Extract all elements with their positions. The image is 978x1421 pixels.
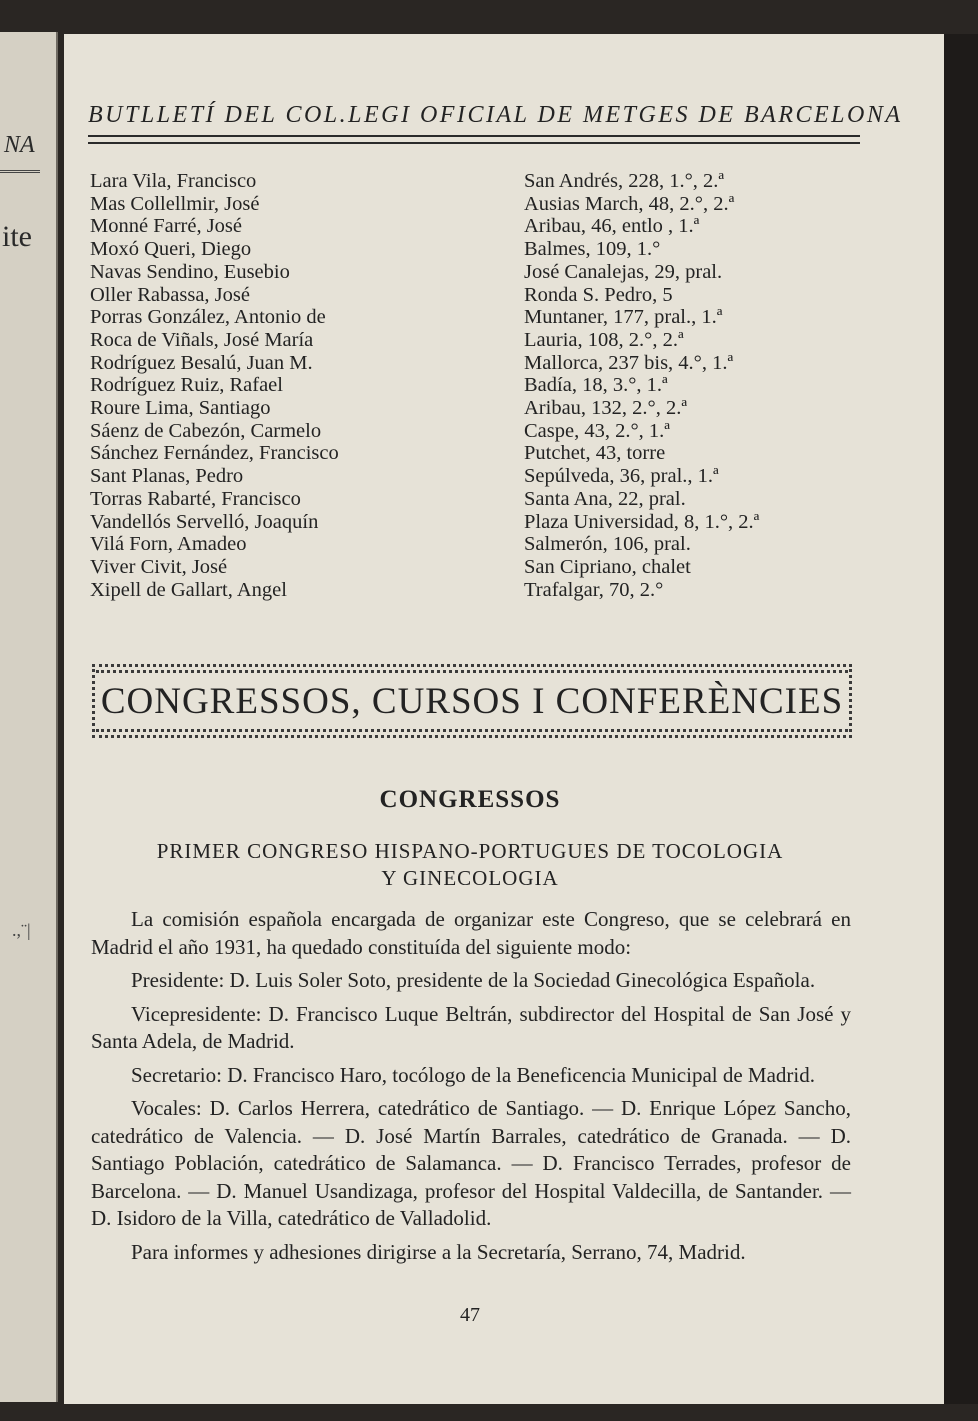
- member-name: Xipell de Gallart, Angel: [90, 578, 287, 601]
- member-address: Aribau, 46, entlo , 1.ª: [524, 215, 700, 238]
- member-address: San Cipriano, chalet: [524, 555, 691, 578]
- member-address: José Canalejas, 29, pral.: [524, 260, 723, 283]
- member-address: Ausias March, 48, 2.°, 2.ª: [524, 192, 735, 215]
- adjacent-page-strip: [0, 32, 58, 1402]
- member-name: Vandellós Servelló, Joaquín: [90, 510, 319, 533]
- vicepresident-paragraph: Vicepresidente: D. Francisco Luque Beltrán, subdirector del Hospital de San José y Santa Adela, de Madrid.: [91, 1001, 851, 1053]
- member-name: Rodríguez Besalú, Juan M.: [90, 351, 313, 374]
- member-address: Putchet, 43, torre: [524, 442, 666, 465]
- member-address: Sepúlveda, 36, pral., 1.ª: [524, 465, 719, 488]
- member-address: Salmerón, 106, pral.: [524, 533, 691, 556]
- congress-title-line-2: Y GINECOLOGIA: [381, 866, 559, 890]
- member-name: Sant Planas, Pedro: [90, 465, 244, 488]
- section-title: CONGRESSOS: [379, 786, 561, 813]
- section-banner: [92, 664, 852, 738]
- congress-title-line-1: PRIMER CONGRESO HISPANO-PORTUGUES DE TOCOLOGIA: [156, 839, 784, 863]
- contact-paragraph: Para informes y adhesiones dirigirse a la Secretaría, Serrano, 74, Madrid.: [131, 1239, 746, 1264]
- member-name: Mas Collellmir, José: [90, 192, 260, 215]
- intro-paragraph: La comisión española encargada de organizar este Congreso, que se celebrará en Madrid el año 1931, ha quedado constituída del siguiente modo:: [91, 907, 851, 959]
- member-name: Rodríguez Ruiz, Rafael: [90, 374, 283, 397]
- document-page: [64, 34, 944, 1404]
- member-names-column: [90, 170, 339, 601]
- member-address: Badía, 18, 3.°, 1.ª: [524, 374, 668, 397]
- member-address: Muntaner, 177, pral., 1.ª: [524, 306, 723, 329]
- member-name: Lara Vila, Francisco: [90, 170, 257, 192]
- adjacent-page-text-fragment: ite: [2, 220, 32, 253]
- page-edge-shadow: [944, 34, 978, 1404]
- member-name: Vilá Forn, Amadeo: [90, 533, 247, 556]
- secretary-paragraph: Secretario: D. Francisco Haro, tocólogo de la Beneficencia Municipal de Madrid.: [131, 1062, 816, 1087]
- member-name: Porras González, Antonio de: [90, 306, 326, 329]
- member-name: Roure Lima, Santiago: [90, 397, 271, 420]
- member-address: Trafalgar, 70, 2.°: [524, 578, 664, 601]
- member-address: Plaza Universidad, 8, 1.°, 2.ª: [524, 510, 760, 533]
- member-name: Navas Sendino, Eusebio: [90, 260, 290, 283]
- members-paragraph: Vocales: D. Carlos Herrera, catedrático de Santiago. — D. Enrique López Sancho, catedrático de Valencia. — D. José Martín Barrales, catedrático de Granada. — D. Santiago Población, catedrático de Salamanca. — D. Francisco Terrades, profesor de Barcelona. — D. Manuel Usandizaga, profesor del Hospital Valdecilla, de Santander. — D. Isidoro de la Villa, catedrático de Valladolid.: [91, 1096, 851, 1230]
- header-double-rule: [88, 135, 860, 144]
- adjacent-page-mark: .,¨|: [12, 920, 31, 940]
- page-number: 47: [460, 1304, 480, 1326]
- article-body: [91, 906, 851, 1272]
- adjacent-page-rule: [0, 170, 40, 173]
- congress-title: [64, 838, 876, 892]
- member-name: Sánchez Fernández, Francisco: [90, 442, 339, 465]
- section-banner-text: CONGRESSOS, CURSOS I CONFERÈNCIES: [96, 670, 848, 732]
- member-address: Aribau, 132, 2.°, 2.ª: [524, 397, 688, 420]
- member-name: Monné Farré, José: [90, 215, 243, 238]
- member-name: Sáenz de Cabezón, Carmelo: [90, 419, 322, 442]
- member-address: Mallorca, 237 bis, 4.°, 1.ª: [524, 351, 734, 374]
- member-address: Caspe, 43, 2.°, 1.ª: [524, 419, 670, 442]
- member-name: Oller Rabassa, José: [90, 283, 250, 306]
- president-paragraph: Presidente: D. Luis Soler Soto, presidente de la Sociedad Ginecológica Española.: [131, 968, 816, 992]
- member-address: San Andrés, 228, 1.°, 2.ª: [524, 170, 725, 192]
- adjacent-page-header-fragment: NA: [4, 132, 35, 158]
- member-address: Balmes, 109, 1.°: [524, 238, 661, 261]
- member-address: Lauria, 108, 2.°, 2.ª: [524, 328, 684, 351]
- member-addresses-column: [524, 170, 759, 601]
- member-name: Torras Rabarté, Francisco: [90, 487, 301, 510]
- member-name: Roca de Viñals, José María: [90, 328, 314, 351]
- member-address: Ronda S. Pedro, 5: [524, 283, 673, 306]
- member-name: Viver Civit, José: [90, 555, 228, 578]
- member-name: Moxó Queri, Diego: [90, 238, 252, 261]
- running-head: BUTLLETÍ DEL COL.LEGI OFICIAL DE METGES DE BARCELONA: [88, 102, 903, 128]
- member-address: Santa Ana, 22, pral.: [524, 487, 686, 510]
